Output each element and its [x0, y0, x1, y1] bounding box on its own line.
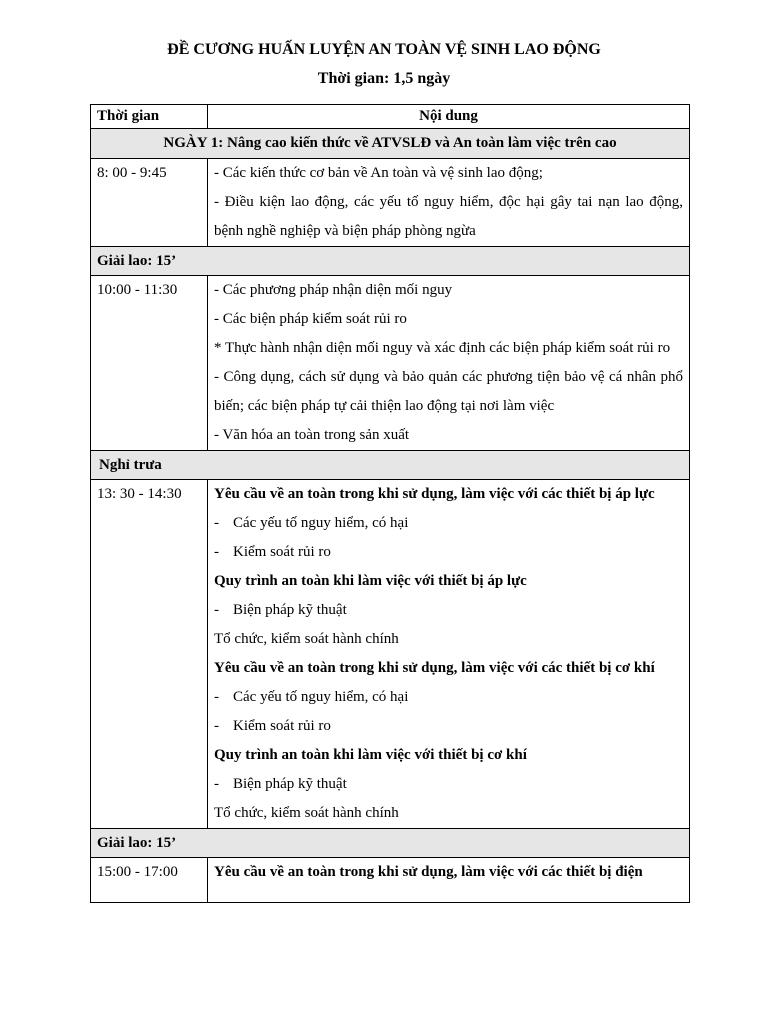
block1-content [208, 159, 690, 247]
document-subtitle: Thời gian: 1,5 ngày [317, 70, 451, 87]
break2-label: Giải lao: 15’ [91, 829, 690, 858]
day1-heading: NGÀY 1: Nâng cao kiến thức về ATVSLĐ và An toàn làm việc trên cao [91, 129, 690, 159]
list-item: - Kiểm soát rủi ro [214, 718, 331, 734]
pressure-procedure: Quy trình an toàn khi làm việc với thiết bị áp lực [214, 573, 527, 589]
table-row [91, 858, 690, 903]
block4-time: 15:00 - 17:00 [91, 858, 208, 903]
list-item: - Các biện pháp kiểm soát rủi ro [214, 311, 407, 327]
mech-admin: Tổ chức, kiểm soát hành chính [214, 805, 399, 821]
table-row [91, 276, 690, 451]
pressure-admin: Tổ chức, kiểm soát hành chính [214, 631, 399, 647]
header-time: Thời gian [91, 105, 208, 129]
list-item: - Công dụng, cách sử dụng và bảo quản các phương tiện bảo vệ cá nhân phổ biến; các biện pháp tự cải thiện lao động tại nơi làm việc [214, 369, 683, 414]
pressure-control: Kiểm soát rủi ro [233, 544, 331, 560]
block4-content [208, 858, 690, 903]
break2-row [91, 829, 690, 858]
mech-control: Kiểm soát rủi ro [233, 718, 331, 734]
day1-row [91, 129, 690, 159]
break1-label: Giải lao: 15’ [91, 247, 690, 276]
block3-content [208, 480, 690, 829]
list-item: - Các kiến thức cơ bản về An toàn và vệ sinh lao động; [214, 165, 543, 181]
list-item: - Các yếu tố nguy hiểm, có hại [214, 515, 409, 531]
list-item: - Các phương pháp nhận diện mối nguy [214, 282, 453, 298]
block2-time: 10:00 - 11:30 [91, 276, 208, 451]
mech-technical: Biện pháp kỹ thuật [233, 776, 347, 792]
document-title: ĐỀ CƯƠNG HUẤN LUYỆN AN TOÀN VỆ SINH LAO ĐỘNG [167, 41, 601, 58]
table-header-row [91, 105, 690, 129]
mech-procedure: Quy trình an toàn khi làm việc với thiết bị cơ khí [214, 747, 527, 763]
list-item: - Văn hóa an toàn trong sản xuất [214, 427, 410, 443]
mech-heading: Yêu cầu về an toàn trong khi sử dụng, làm việc với các thiết bị cơ khí [214, 660, 655, 676]
pressure-hazards: Các yếu tố nguy hiểm, có hại [233, 515, 409, 531]
break1-row [91, 247, 690, 276]
schedule-table [90, 104, 690, 903]
lunch-label: Nghỉ trưa [91, 451, 690, 480]
table-row [91, 480, 690, 829]
block2-content [208, 276, 690, 451]
lunch-row [91, 451, 690, 480]
pressure-heading: Yêu cầu về an toàn trong khi sử dụng, làm việc với các thiết bị áp lực [214, 486, 655, 502]
table-row [91, 159, 690, 247]
pressure-technical: Biện pháp kỹ thuật [233, 602, 347, 618]
list-item: - Điều kiện lao động, các yếu tố nguy hiểm, độc hại gây tai nạn lao động, bệnh nghề nghiệp và biện pháp phòng ngừa [214, 194, 683, 239]
block3-time: 13: 30 - 14:30 [91, 480, 208, 829]
list-item: - Biện pháp kỹ thuật [214, 776, 347, 792]
block1-time: 8: 00 - 9:45 [91, 159, 208, 247]
mech-hazards: Các yếu tố nguy hiểm, có hại [233, 689, 409, 705]
list-item: - Các yếu tố nguy hiểm, có hại [214, 689, 409, 705]
list-item: * Thực hành nhận diện mối nguy và xác định các biện pháp kiểm soát rủi ro [214, 340, 671, 356]
list-item: - Biện pháp kỹ thuật [214, 602, 347, 618]
elec-heading: Yêu cầu về an toàn trong khi sử dụng, làm việc với các thiết bị điện [214, 864, 643, 880]
header-content: Nội dung [208, 105, 690, 129]
list-item: - Kiểm soát rủi ro [214, 544, 331, 560]
